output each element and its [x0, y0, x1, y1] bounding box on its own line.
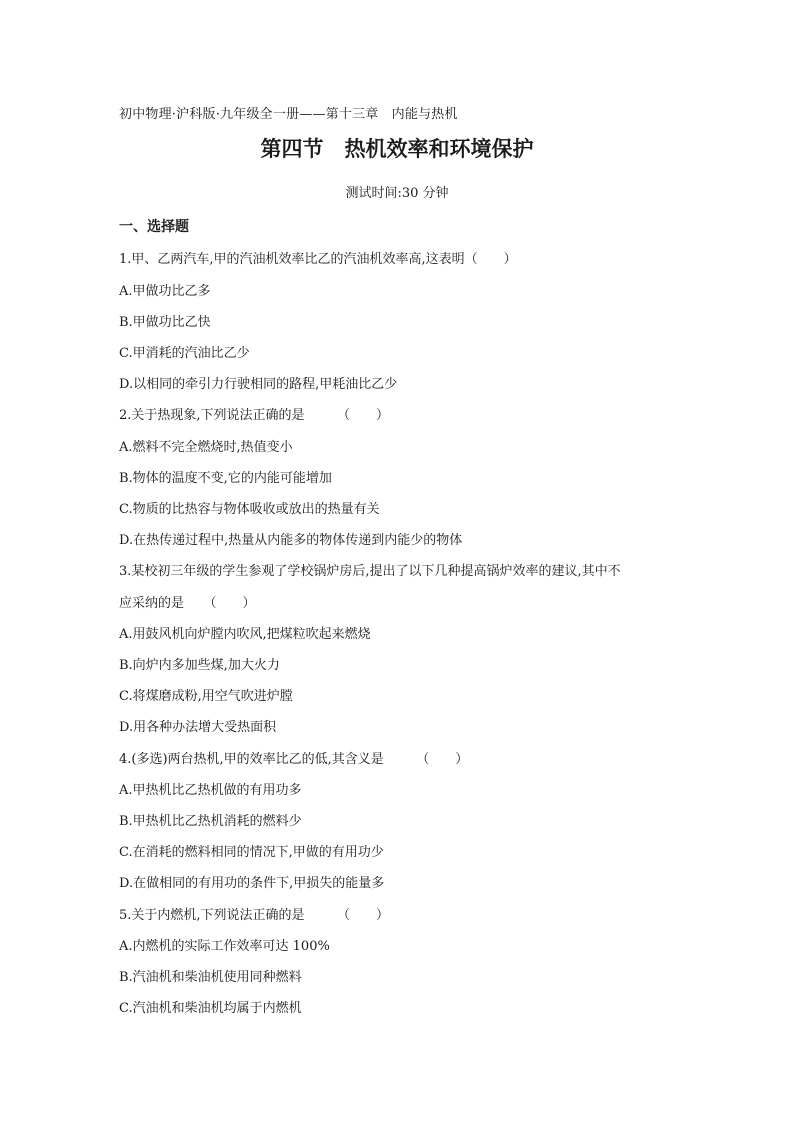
question-stem-continuation: 应采纳的是 （ ） — [119, 596, 256, 611]
answer-option: C.物质的比热容与物体吸收或放出的热量有关 — [119, 502, 380, 517]
answer-option: C.汽油机和柴油机均属于内燃机 — [119, 1001, 302, 1016]
answer-option: C.将煤磨成粉,用空气吹进炉膛 — [119, 689, 293, 704]
answer-option: B.甲做功比乙快 — [119, 315, 211, 330]
answer-option: A.燃料不完全燃烧时,热值变小 — [119, 440, 293, 455]
answer-option: B.汽油机和柴油机使用同种燃料 — [119, 970, 302, 985]
section-title: 一、选择题 — [119, 219, 189, 235]
answer-option: B.物体的温度不变,它的内能可能增加 — [119, 471, 332, 486]
question-stem: 1.甲、乙两汽车,甲的汽油机效率比乙的汽油机效率高,这表明（ ） — [119, 252, 517, 267]
breadcrumb: 初中物理·沪科版·九年级全一册——第十三章 内能与热机 — [119, 107, 458, 122]
answer-option: A.甲热机比乙热机做的有用功多 — [119, 783, 302, 798]
question-stem: 5.关于内燃机,下列说法正确的是 （ ） — [119, 908, 390, 923]
question-stem: 3.某校初三年级的学生参观了学校锅炉房后,提出了以下几种提高锅炉效率的建议,其中不 — [119, 564, 621, 579]
answer-option: A.甲做功比乙多 — [119, 284, 211, 299]
answer-option: D.在做相同的有用功的条件下,甲损失的能量多 — [119, 876, 385, 891]
page-title: 第四节 热机效率和环境保护 — [260, 137, 534, 161]
answer-option: A.用鼓风机向炉膛内吹风,把煤粒吹起来燃烧 — [119, 627, 371, 642]
answer-option: C.在消耗的燃料相同的情况下,甲做的有用功少 — [119, 845, 384, 860]
answer-option: D.以相同的牵引力行驶相同的路程,甲耗油比乙少 — [119, 377, 398, 392]
answer-option: C.甲消耗的汽油比乙少 — [119, 346, 250, 361]
answer-option: B.甲热机比乙热机消耗的燃料少 — [119, 814, 302, 829]
answer-option: D.在热传递过程中,热量从内能多的物体传递到内能少的物体 — [119, 533, 463, 548]
question-stem: 2.关于热现象,下列说法正确的是 （ ） — [119, 408, 390, 423]
answer-option: B.向炉内多加些煤,加大火力 — [119, 658, 280, 673]
question-stem: 4.(多选)两台热机,甲的效率比乙的低,其含义是 （ ） — [119, 752, 469, 767]
answer-option: A.内燃机的实际工作效率可达 100% — [119, 939, 330, 954]
test-time: 测试时间:30 分钟 — [345, 186, 449, 201]
answer-option: D.用各种办法增大受热面积 — [119, 720, 277, 735]
